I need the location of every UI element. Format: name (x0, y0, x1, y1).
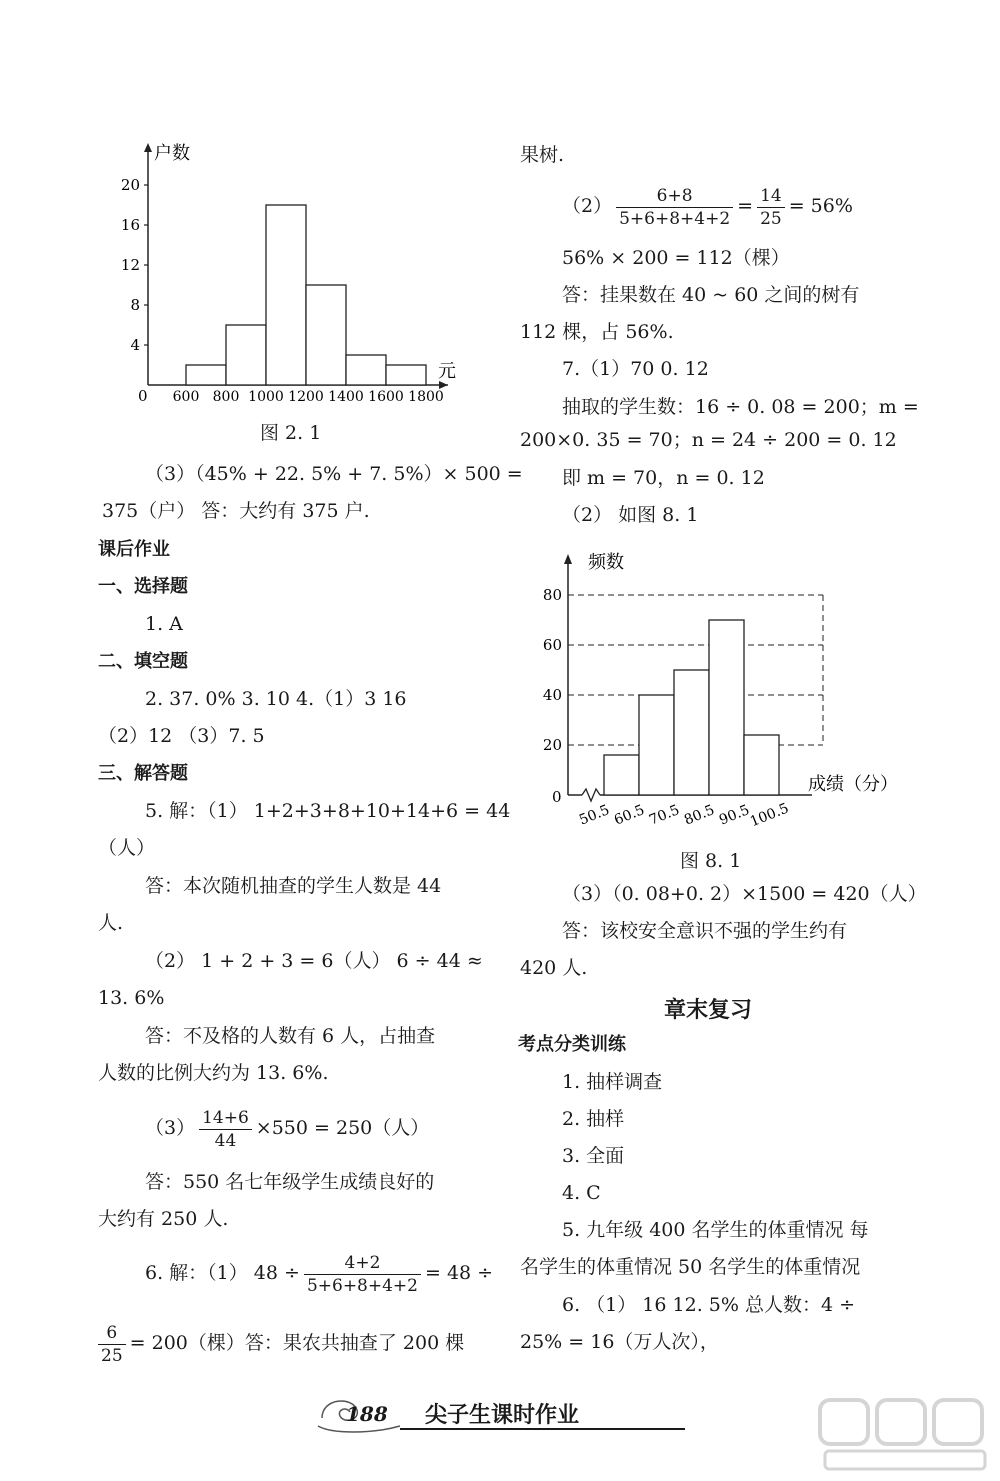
chart2-y-label: 频数 (588, 552, 624, 573)
chart1-bar (386, 365, 426, 385)
answer-3-line2: 375（户） 答：大约有 375 户. (102, 500, 370, 522)
t-line-2: 2. 抽样 (562, 1108, 625, 1130)
chart2-bar (674, 670, 709, 795)
chart2-bar (709, 620, 744, 795)
watermark-logo (815, 1395, 995, 1475)
chart2-x-tick-label: 50.5 (577, 802, 612, 829)
answer-6-line2-text: = 200（棵）答：果农共抽查了 200 棵 (129, 1332, 465, 1354)
chart1-bar (266, 205, 306, 385)
t-line-6b: 25% = 16（万人次）， (520, 1331, 719, 1353)
t-line-5b: 名学生的体重情况 50 名学生的体重情况 (520, 1256, 861, 1278)
t-line-3: 3. 全面 (562, 1145, 625, 1167)
fraction (757, 185, 785, 230)
chart2-y-ticks (543, 586, 562, 754)
answer-5-line6: 13. 6% (98, 987, 165, 1009)
r-line-6: 抽取的学生数：16 ÷ 0. 08 = 200；m = (562, 396, 919, 418)
section-title-chapter-review: 章末复习 (664, 998, 753, 1023)
fraction-numerator: 14+6 (199, 1107, 252, 1130)
histogram-household-income (110, 135, 470, 415)
answer-5-line9: 答：550 名七年级学生成绩良好的 (145, 1171, 435, 1193)
chart1-x-tick-label: 1800 (408, 389, 444, 405)
chart1-y-tick-label: 4 (130, 336, 140, 354)
answer-5-line8: 人数的比例大约为 13. 6%. (98, 1062, 329, 1084)
chart2-x-tick-label: 100.5 (747, 800, 792, 831)
fraction (616, 185, 733, 230)
t-line-6: 6. （1） 16 12. 5% 总人数：4 ÷ (562, 1294, 855, 1316)
heading-topic-training: 考点分类训练 (518, 1034, 626, 1055)
chart2-x-label: 成绩（分） (808, 774, 898, 795)
answer-5-line5: （2） 1 + 2 + 3 = 6（人） 6 ÷ 44 ≈ (145, 950, 483, 972)
r-equals: = (737, 195, 754, 217)
fraction-denominator: 5+6+8+4+2 (306, 1275, 418, 1296)
chart2-y-tick-label: 80 (542, 586, 562, 604)
page-number: 188 (346, 1402, 388, 1426)
chart2-y-tick-label: 60 (542, 636, 562, 654)
r-line-7: 200×0. 35 = 70；n = 24 ÷ 200 = 0. 12 (520, 429, 897, 451)
answer-1: 1. A (145, 613, 183, 635)
fraction (304, 1252, 421, 1297)
chart1-y-ticks (121, 176, 148, 354)
chart1-y-tick-label: 16 (120, 216, 140, 234)
chart2-origin: 0 (552, 788, 562, 806)
footer-rule (400, 1428, 685, 1430)
answer-6-line2 (98, 1318, 464, 1368)
fraction-denominator: 5+6+8+4+2 (619, 208, 731, 229)
r-fraction-prefix: （2） (562, 195, 613, 217)
chart1-x-tick-label: 1400 (328, 389, 364, 405)
fraction (199, 1107, 252, 1152)
chart1-origin: 0 (138, 387, 148, 405)
chart2-bar (744, 735, 779, 795)
fraction-numerator: 14 (757, 185, 785, 208)
r-line-12: 420 人. (520, 957, 588, 979)
chart1-x-tick-label: 1600 (368, 389, 404, 405)
chart1-x-tick-label: 600 (172, 389, 200, 405)
r-line-9: （2） 如图 8. 1 (562, 504, 699, 526)
chart1-y-tick-label: 20 (120, 176, 140, 194)
t-line-1: 1. 抽样调查 (562, 1071, 663, 1093)
answer-6-line1 (145, 1248, 493, 1298)
r-line-fruit-tree: 果树. (520, 144, 565, 166)
answer-5-part3 (145, 1103, 429, 1153)
chart1-y-tick-label: 8 (130, 296, 140, 314)
chart2-bars (604, 620, 779, 795)
answer-5-part3-prefix: （3） (145, 1117, 196, 1139)
fraction-numerator: 6 (98, 1322, 126, 1345)
chart1-y-label: 户数 (154, 143, 190, 164)
chart2-x-tick-label: 80.5 (682, 802, 717, 829)
chart1-bar (306, 285, 346, 385)
answer-2-4: 2. 37. 0% 3. 10 4.（1）3 16 (145, 688, 407, 710)
t-line-4: 4. C (562, 1182, 601, 1204)
heading-choice: 一、选择题 (98, 576, 188, 597)
chart2-caption: 图 8. 1 (680, 850, 742, 872)
chart2-axis-break (582, 789, 600, 801)
chart2-bar (639, 695, 674, 795)
r-line-4: 112 棵，占 56%. (520, 321, 674, 343)
fraction-numerator: 4+2 (304, 1252, 421, 1275)
answer-6-suffix: = 48 ÷ (425, 1262, 494, 1284)
r-fraction-line (562, 178, 853, 234)
chart1-bar (226, 325, 266, 385)
r-line-5: 7.（1）70 0. 12 (562, 358, 709, 380)
answer-5-line4: 人. (98, 912, 124, 934)
answer-5-line3: 答：本次随机抽查的学生人数是 44 (145, 875, 442, 897)
chart1-x-ticks (173, 389, 444, 405)
chart2-y-arrow (564, 554, 572, 564)
chart1-bar (186, 365, 226, 385)
r-line-2: 56% × 200 = 112（棵） (562, 247, 790, 269)
chart1-caption: 图 2. 1 (260, 422, 322, 444)
chart2-bar (604, 755, 639, 795)
histogram-scores (540, 540, 940, 840)
chart1-x-arrow (439, 381, 448, 389)
chart1-y-tick-label: 12 (120, 256, 140, 274)
answer-5-part3-suffix: ×550 = 250（人） (255, 1117, 430, 1139)
fraction-denominator: 25 (760, 208, 782, 229)
answer-5-line7: 答：不及格的人数有 6 人，占抽查 (145, 1025, 436, 1047)
r-line-3: 答：挂果数在 40 ~ 60 之间的树有 (562, 284, 860, 306)
t-line-5: 5. 九年级 400 名学生的体重情况 每 (562, 1219, 869, 1241)
answer-3-line1: （3）（45% + 22. 5% + 7. 5%）× 500 = (145, 463, 523, 485)
fraction-denominator: 44 (214, 1130, 237, 1151)
heading-fill: 二、填空题 (98, 651, 188, 672)
chart2-x-tick-label: 60.5 (612, 802, 647, 829)
r-line-11: 答：该校安全意识不强的学生约有 (562, 920, 848, 942)
chart2-x-tick-label: 70.5 (647, 802, 682, 829)
heading-homework: 课后作业 (98, 539, 170, 560)
chart2-x-tick-label: 90.5 (717, 802, 752, 829)
r-line-8: 即 m = 70，n = 0. 12 (562, 467, 765, 489)
answer-6-prefix: 6. 解：（1） 48 ÷ (145, 1262, 300, 1284)
answer-4-cont: （2）12 （3）7. 5 (98, 725, 265, 747)
chart1-x-tick-label: 1000 (248, 389, 284, 405)
r-line-10: （3）（0. 08+0. 2）×1500 = 420（人） (562, 883, 927, 905)
answer-5-line1: 5. 解：（1） 1+2+3+8+10+14+6 = 44 (145, 800, 511, 822)
chart1-bar (346, 355, 386, 385)
chart1-x-tick-label: 1200 (288, 389, 324, 405)
heading-answer: 三、解答题 (98, 763, 188, 784)
chart1-bars (186, 205, 426, 385)
chart1-x-label: 元 (438, 361, 456, 382)
answer-5-line10: 大约有 250 人. (98, 1208, 229, 1230)
book-title: 尖子生课时作业 (425, 1403, 580, 1428)
chart1-x-tick-label: 800 (212, 389, 240, 405)
answer-5-line2: （人） (98, 837, 156, 859)
fraction-denominator: 25 (101, 1345, 123, 1366)
chart2-x-ticks (577, 800, 791, 830)
chart1-y-arrow (144, 143, 152, 152)
chart2-y-tick-label: 20 (542, 736, 562, 754)
r-fraction-result: = 56% (788, 195, 853, 217)
fraction (98, 1322, 126, 1367)
chart2-y-tick-label: 40 (542, 686, 562, 704)
fraction-numerator: 6+8 (616, 185, 733, 208)
